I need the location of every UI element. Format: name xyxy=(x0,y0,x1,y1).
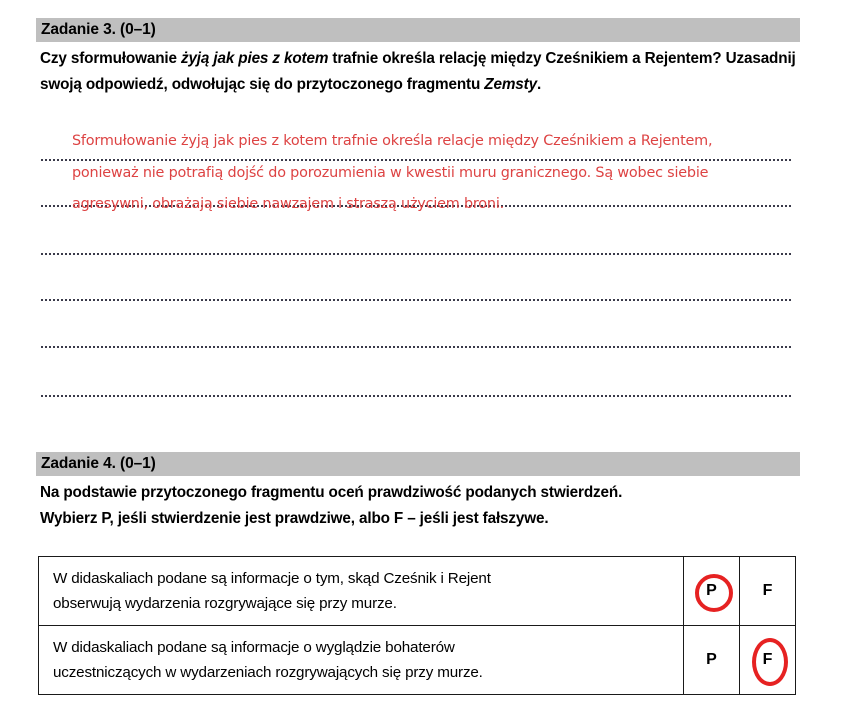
answer-rule-line xyxy=(41,299,791,301)
option-label-true: P xyxy=(706,582,717,599)
option-cell-false-row-1[interactable] xyxy=(740,557,796,626)
statement-cell xyxy=(39,557,684,626)
statement-line: W didaskaliach podane są informacje o wyglądzie bohaterów xyxy=(53,639,455,656)
student-answer-text xyxy=(72,126,802,221)
task-4-instruction xyxy=(40,480,812,531)
statement-line: uczestniczących w wydarzeniach rozgrywających się przy murze. xyxy=(53,664,483,681)
option-label-false: F xyxy=(762,651,773,668)
answer-rule-line xyxy=(41,346,791,348)
option-label-true: P xyxy=(706,651,717,668)
student-answer-line: agresywni, obrażają siebie nawzajem i straszą użyciem broni. xyxy=(72,196,505,212)
option-cell-true-row-1[interactable] xyxy=(684,557,740,626)
task-3-prompt-part2: trafnie określa relację między Cześnikiem a Rejentem? Uzasadnij swoją odpowiedź, odwołując się do przytoczonego fragmentu xyxy=(40,50,796,93)
statement-cell xyxy=(39,626,684,695)
student-answer-line: ponieważ nie potrafią dojść do porozumienia w kwestii muru granicznego. Są wobec siebie xyxy=(72,164,709,181)
task-3-header: Zadanie 3. (0–1) xyxy=(36,18,800,42)
task-3-prompt-part3: . xyxy=(536,75,542,93)
table-row xyxy=(39,557,796,626)
answer-rule-line xyxy=(41,395,791,397)
task-3-prompt-italic1: żyją jak pies z kotem xyxy=(180,50,329,67)
task-4-header: Zadanie 4. (0–1) xyxy=(36,452,800,476)
option-label-false: F xyxy=(762,582,773,599)
option-cell-true-row-2[interactable] xyxy=(684,626,740,695)
option-cell-false-row-2[interactable] xyxy=(740,626,796,695)
task-3-prompt-part1: Czy sformułowanie xyxy=(40,50,181,67)
task-3-prompt xyxy=(40,46,812,97)
task-4-instruction-line-1: Na podstawie przytoczonego fragmentu oceń prawdziwość podanych stwierdzeń. xyxy=(40,484,623,501)
table-row xyxy=(39,626,796,695)
task-3-prompt-italic2: Zemsty xyxy=(484,75,537,93)
statement-line: W didaskaliach podane są informacje o tym, skąd Cześnik i Rejent xyxy=(53,570,491,587)
true-false-table xyxy=(38,556,796,695)
student-answer-line: Sformułowanie żyją jak pies z kotem trafnie określa relacje między Cześnikiem a Rejentem, xyxy=(72,133,713,149)
task-4-instruction-line-2: Wybierz P, jeśli stwierdzenie jest prawdziwe, albo F – jeśli jest fałszywe. xyxy=(40,509,549,527)
answer-rule-line xyxy=(41,253,791,255)
statement-line: obserwują wydarzenia rozgrywające się przy murze. xyxy=(53,595,397,612)
